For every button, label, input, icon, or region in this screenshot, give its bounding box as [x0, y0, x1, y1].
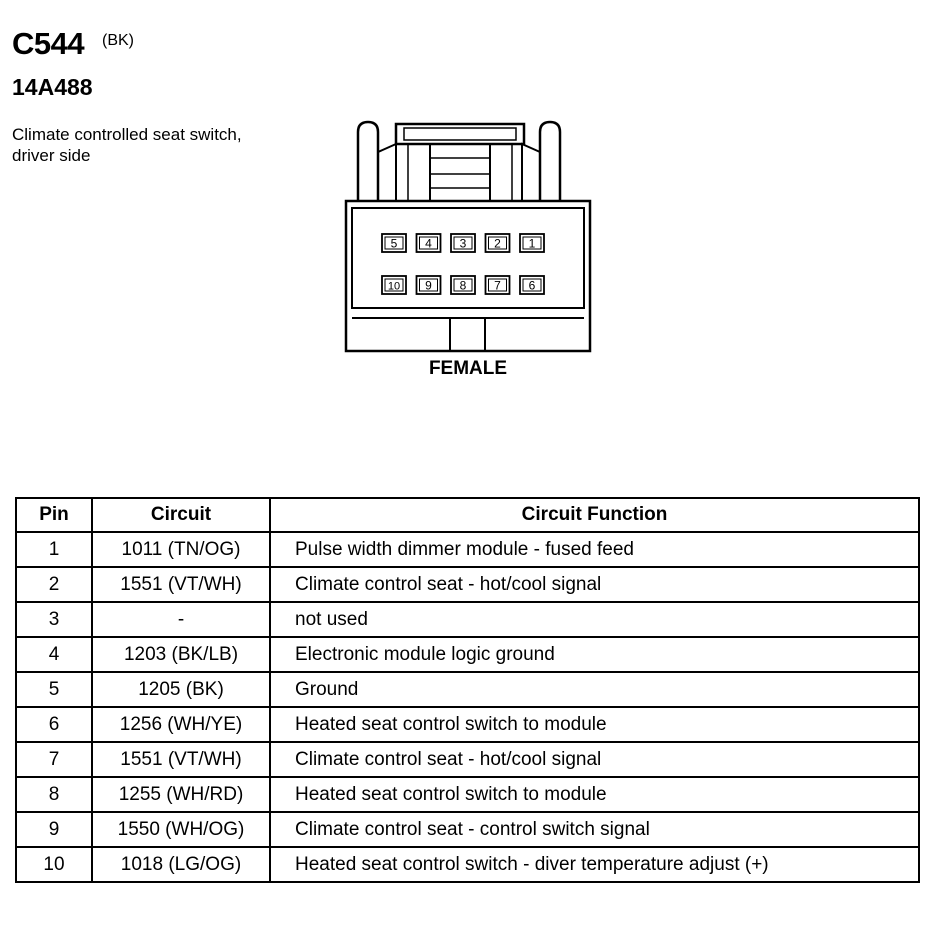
header-circuit-function: Circuit Function	[270, 498, 919, 532]
pin-cell: 4	[16, 637, 92, 672]
pin-cavity	[417, 276, 441, 294]
right-latch	[540, 122, 560, 201]
circuit-function-cell: Ground	[270, 672, 919, 707]
pin-cavity-label: 1	[528, 236, 536, 251]
table-row	[16, 777, 919, 812]
header-circuit: Circuit	[92, 498, 270, 532]
pin-cavity	[451, 276, 475, 294]
circuit-function-cell: Climate control seat - hot/cool signal	[270, 742, 919, 777]
pin-cavity-label: 9	[425, 278, 432, 293]
connector-description: Climate controlled seat switch, driver side	[12, 125, 242, 165]
pin-cell: 3	[16, 602, 92, 637]
pin-cavity	[417, 234, 441, 252]
table-header-row	[16, 498, 919, 532]
circuit-cell: -	[92, 602, 270, 637]
circuit-function-cell: Heated seat control switch - diver temperature adjust (+)	[270, 847, 919, 882]
connector-id: C544	[12, 26, 85, 61]
circuit-function-cell: Electronic module logic ground	[270, 637, 919, 672]
pin-cell: 8	[16, 777, 92, 812]
circuit-cell: 1256 (WH/YE)	[92, 707, 270, 742]
circuit-cell: 1551 (VT/WH)	[92, 742, 270, 777]
pin-cell: 1	[16, 532, 92, 567]
circuit-cell: 1550 (WH/OG)	[92, 812, 270, 847]
pin-cavity	[520, 276, 544, 294]
pin-table	[15, 497, 920, 883]
table-row	[16, 567, 919, 602]
circuit-cell: 1255 (WH/RD)	[92, 777, 270, 812]
circuit-function-cell: Heated seat control switch to module	[270, 707, 919, 742]
table-row	[16, 847, 919, 882]
circuit-cell: 1551 (VT/WH)	[92, 567, 270, 602]
circuit-cell: 1018 (LG/OG)	[92, 847, 270, 882]
table-row	[16, 742, 919, 777]
table-row	[16, 602, 919, 637]
pin-cell: 10	[16, 847, 92, 882]
table-row	[16, 672, 919, 707]
pin-cell: 2	[16, 567, 92, 602]
circuit-function-cell: Climate control seat - hot/cool signal	[270, 567, 919, 602]
pin-cavity	[486, 234, 510, 252]
table-row	[16, 532, 919, 567]
pin-cavity-label: 7	[494, 278, 501, 293]
pin-cavity-label: 4	[425, 236, 432, 251]
pin-cell: 5	[16, 672, 92, 707]
pin-cavity	[520, 234, 544, 252]
pin-cell: 9	[16, 812, 92, 847]
pin-cavity-label: 8	[459, 278, 467, 293]
circuit-function-cell: Climate control seat - control switch signal	[270, 812, 919, 847]
pin-cavity-label: 10	[387, 280, 401, 293]
table-row	[16, 812, 919, 847]
pin-cavity	[382, 276, 406, 294]
pin-cell: 6	[16, 707, 92, 742]
circuit-function-cell: Pulse width dimmer module - fused feed	[270, 532, 919, 567]
part-number: 14A488	[12, 74, 93, 100]
circuit-cell: 1205 (BK)	[92, 672, 270, 707]
connector-face-drawing	[330, 112, 610, 362]
pin-cavity	[382, 234, 406, 252]
connector-gender-label: FEMALE	[428, 358, 508, 379]
left-latch	[358, 122, 378, 201]
table-row	[16, 707, 919, 742]
header-pin: Pin	[16, 498, 92, 532]
circuit-cell: 1011 (TN/OG)	[92, 532, 270, 567]
pin-cavity	[451, 234, 475, 252]
pin-cavity-label: 3	[459, 236, 467, 251]
pin-cavity-label: 5	[390, 236, 398, 251]
circuit-cell: 1203 (BK/LB)	[92, 637, 270, 672]
pin-cavity-label: 2	[494, 236, 501, 251]
circuit-function-cell: Heated seat control switch to module	[270, 777, 919, 812]
pin-cavity-label: 6	[528, 278, 536, 293]
pin-cavity	[486, 276, 510, 294]
pin-cell: 7	[16, 742, 92, 777]
circuit-function-cell: not used	[270, 602, 919, 637]
connector-color-code: (BK)	[102, 32, 134, 49]
table-row	[16, 637, 919, 672]
